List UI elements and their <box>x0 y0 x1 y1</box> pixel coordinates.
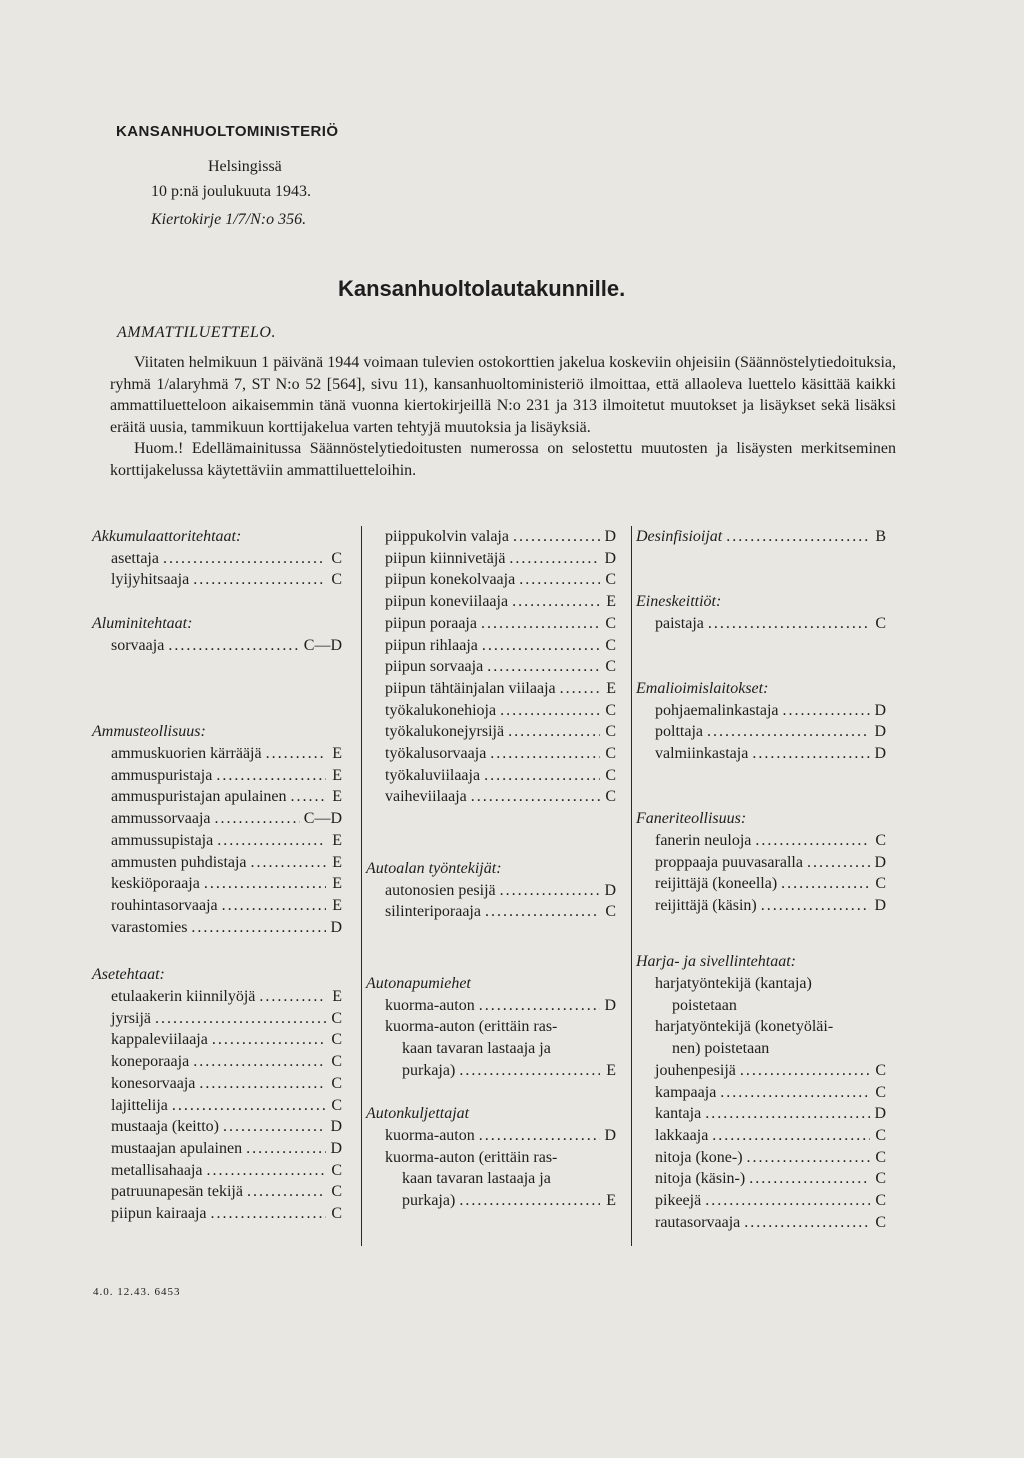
circular-number: Kiertokirje 1/7/N:o 356. <box>151 211 307 228</box>
body-text <box>110 352 896 482</box>
leader-dots <box>163 548 326 570</box>
occupation-name: polttaja <box>655 723 703 741</box>
occupation-name: purkaja) <box>402 1061 456 1079</box>
occupation-entry <box>366 700 616 722</box>
category-heading: Autonkuljettajat <box>366 1105 470 1123</box>
card-group-code: E <box>332 788 342 806</box>
card-group-code: D <box>330 1118 342 1136</box>
leader-dots <box>807 852 870 874</box>
occupation-entry <box>636 700 886 722</box>
occupation-name: ammuspuristaja <box>111 766 213 784</box>
occupation-entry <box>92 830 342 852</box>
place-line: Helsingissä <box>208 158 282 175</box>
leader-dots <box>512 591 600 613</box>
occupation-entry <box>636 743 886 765</box>
leader-dots <box>247 1181 326 1203</box>
occupation-name: kuorma-auton <box>385 996 475 1014</box>
occupation-name: lajittelija <box>111 1096 168 1114</box>
occupation-name: jyrsijä <box>111 1009 151 1027</box>
leader-dots <box>560 678 600 700</box>
leader-dots <box>155 1008 326 1030</box>
leader-dots <box>471 786 600 808</box>
leader-dots <box>500 700 600 722</box>
occupation-name: koneporaaja <box>111 1053 190 1071</box>
card-group-code: C <box>875 1126 886 1144</box>
occupation-entry <box>366 721 616 743</box>
ministry-heading: KANSANHUOLTOMINISTERIÖ <box>116 123 339 140</box>
leader-dots <box>193 1051 326 1073</box>
occupation-entry <box>92 1051 342 1073</box>
occupation-name: fanerin neuloja <box>655 831 752 849</box>
leader-dots <box>783 700 870 722</box>
leader-dots <box>168 635 299 657</box>
card-group-code: C <box>875 1213 886 1231</box>
leader-dots <box>712 1125 870 1147</box>
leader-dots <box>761 895 870 917</box>
occupation-entry <box>92 1138 342 1160</box>
occupation-entry <box>366 656 616 678</box>
category-heading: Autonapumiehet <box>366 975 471 993</box>
occupation-entry <box>92 635 342 657</box>
leader-dots <box>172 1095 326 1117</box>
occupation-name: kappaleviilaaja <box>111 1031 208 1049</box>
occupation-entry <box>636 526 886 548</box>
occupation-entry <box>92 808 342 830</box>
occupation-entry <box>92 1160 342 1182</box>
occupation-name: valmiinkastaja <box>655 745 749 762</box>
occupation-name: sorvaaja <box>111 636 165 654</box>
leader-dots <box>487 656 600 678</box>
occupation-name: piipun kiinnivetäjä <box>385 549 506 567</box>
occupation-entry <box>92 569 342 591</box>
leader-dots <box>212 1029 326 1051</box>
leader-dots <box>215 808 300 830</box>
leader-dots <box>246 1138 326 1160</box>
card-group-code: E <box>606 593 616 611</box>
leader-dots <box>479 995 600 1017</box>
occupation-entry <box>92 1181 342 1203</box>
leader-dots <box>193 569 326 591</box>
occupation-name: reijittäjä (koneella) <box>655 875 778 893</box>
occupation-name: nitoja (käsin-) <box>655 1170 746 1188</box>
occupation-name: keskiöporaaja <box>111 875 200 893</box>
occupation-entry <box>366 526 616 548</box>
occupation-name: rautasorvaaja <box>655 1213 741 1231</box>
column-divider-2 <box>631 526 632 1246</box>
leader-dots <box>223 1116 326 1138</box>
occupation-entry <box>92 1203 342 1225</box>
card-group-code: C <box>331 1183 342 1201</box>
occupation-name: varastomies <box>111 918 188 936</box>
category-heading: Akkumulaattoritehtaat: <box>92 528 242 545</box>
occupation-name: vaiheviilaaja <box>385 788 467 806</box>
occupation-entry <box>92 1008 342 1030</box>
leader-dots <box>705 1190 870 1212</box>
leader-dots <box>490 743 600 765</box>
leader-dots <box>744 1212 870 1234</box>
leader-dots <box>251 852 326 874</box>
occupation-name: kuorma-auton <box>385 1126 475 1144</box>
leader-dots <box>708 613 870 635</box>
card-group-code: E <box>606 679 616 697</box>
occupation-name: lakkaaja <box>655 1126 709 1144</box>
occupation-name: pohjaemalinkastaja <box>655 701 779 719</box>
card-group-code: D <box>874 1105 886 1123</box>
leader-dots <box>459 1060 600 1082</box>
occupation-name: jouhenpesijä <box>655 1061 736 1079</box>
occupation-name: ammusten puhdistaja <box>111 853 247 871</box>
occupation-entry <box>366 880 616 902</box>
card-group-code: C <box>875 1170 886 1188</box>
leader-dots <box>740 1060 870 1082</box>
occupation-entry <box>92 548 342 570</box>
occupation-entry <box>366 613 616 635</box>
card-group-code: C <box>605 745 616 762</box>
card-group-code: E <box>606 1192 616 1210</box>
card-group-code: C <box>605 723 616 741</box>
occupation-entry <box>92 986 342 1008</box>
leader-dots <box>479 1125 600 1147</box>
occupation-name: konesorvaaja <box>111 1074 196 1092</box>
leader-dots <box>707 721 870 743</box>
occupation-entry <box>636 721 886 743</box>
card-group-code: D <box>874 896 886 914</box>
leader-dots <box>291 786 326 808</box>
card-group-code: C <box>331 1161 342 1179</box>
card-group-code: C <box>331 549 342 567</box>
card-group-code: C <box>875 1192 886 1210</box>
occupation-entry <box>366 995 616 1017</box>
occupation-name: piipun sorvaaja <box>385 658 484 676</box>
occupation-entry <box>366 678 616 700</box>
leader-dots <box>726 526 870 548</box>
occupation-name: piipun konekolvaaja <box>385 571 516 589</box>
card-group-code: E <box>332 831 342 849</box>
occupation-entry <box>366 743 616 765</box>
date-line: 10 p:nä joulukuuta 1943. <box>151 183 311 200</box>
card-group-code: C <box>605 766 616 784</box>
body-paragraph-1: Viitaten helmikuun 1 päivänä 1944 voimaan tulevien ostokorttien jakelua koskeviin ohjeisiin (Säännöstelytiedoituksia, ryhmä 1/alaryhmä 7, ST N:o 52 [564], sivu 11), kansanhuoltoministeriö ilmoittaa, että allaoleva luettelo käsittää kaikki ammattiluetteloon aikaisemmin tänä vuonna kiertokirjeillä N:o 231 ja 313 ilmoitetut muutokset ja lisäykset sekä lisäksi eräitä uusia, tammikuun korttijakelua varten tehtyjä muutoksia ja lisäyksiä. <box>110 354 896 436</box>
card-group-code: E <box>606 1061 616 1079</box>
occupation-entry <box>92 765 342 787</box>
card-group-code: E <box>332 875 342 893</box>
occupation-entry <box>366 901 616 923</box>
occupation-name: piipun poraaja <box>385 614 477 632</box>
card-group-code: D <box>330 918 342 936</box>
occupation-entry <box>636 830 886 852</box>
leader-dots <box>519 569 600 591</box>
card-group-code: E <box>332 766 342 784</box>
category-heading: Faneriteollisuus: <box>636 810 747 828</box>
leader-dots <box>266 743 326 765</box>
card-group-code: E <box>332 988 342 1006</box>
occupation-name: työkalukonehiojа <box>385 701 497 719</box>
card-group-code: C <box>875 1083 886 1101</box>
leader-dots <box>513 526 600 548</box>
card-group-code: C <box>605 903 616 921</box>
occupation-name: mustaaja (keitto) <box>111 1118 219 1136</box>
occupation-name: mustaajan apulainen <box>111 1139 243 1157</box>
occupation-name: piipun rihlaaja <box>385 636 478 654</box>
occupation-entry <box>636 873 886 895</box>
occupation-name: työkalusorvaaja <box>385 745 487 762</box>
occupation-entry <box>636 1212 886 1234</box>
leader-dots <box>781 873 870 895</box>
card-group-code: C <box>875 875 886 893</box>
occupation-entry <box>366 765 616 787</box>
card-group-code: D <box>604 549 616 567</box>
occupation-entry <box>636 895 886 917</box>
occupation-entry <box>92 1116 342 1138</box>
occupation-entry <box>366 548 616 570</box>
addressee-heading: Kansanhuoltolautakunnille. <box>338 276 626 301</box>
occupation-entry <box>92 1073 342 1095</box>
occupation-entry <box>366 635 616 657</box>
occupation-entry <box>92 873 342 895</box>
category-heading: Harja- ja sivellintehtaat: <box>636 953 796 971</box>
occupation-text-line: kuorma-auton (erittäin ras- <box>385 1018 558 1036</box>
occupation-entry <box>366 1060 616 1082</box>
occupation-name: työkaluviilaaja <box>385 766 481 784</box>
card-group-code: D <box>604 996 616 1014</box>
occupation-name: autonosien pesijä <box>385 881 496 899</box>
occupation-entry <box>636 1168 886 1190</box>
category-heading: Autoalan työntekijät: <box>366 860 502 877</box>
occupation-name: purkaja) <box>402 1192 456 1210</box>
occupation-name: patruunapesän tekijä <box>111 1183 243 1201</box>
occupation-name: piippukolvin valaja <box>385 528 509 545</box>
leader-dots <box>211 1203 326 1225</box>
card-group-code: D <box>874 853 886 871</box>
occupation-name: ammussorvaaja <box>111 810 211 828</box>
occupation-text-line: kuorma-auton (erittäin ras- <box>385 1148 558 1166</box>
occupation-name: paistaja <box>655 614 704 632</box>
leader-dots <box>509 548 600 570</box>
leader-dots <box>459 1190 600 1212</box>
category-heading: Aluminitehtaat: <box>92 614 193 632</box>
occupation-entry <box>636 1060 886 1082</box>
occupation-entry <box>92 1095 342 1117</box>
card-group-code: D <box>874 723 886 741</box>
leader-dots <box>705 1103 870 1125</box>
card-group-code: C <box>331 1205 342 1223</box>
occupation-name: reijittäjä (käsin) <box>655 896 757 914</box>
occupation-entry <box>366 569 616 591</box>
leader-dots <box>216 765 326 787</box>
card-group-code: D <box>330 1139 342 1157</box>
leader-dots <box>217 830 326 852</box>
occupation-name: kantaja <box>655 1105 702 1123</box>
card-group-code: C <box>875 831 886 849</box>
occupation-entry <box>92 917 342 939</box>
occupation-name: Desinfisioijat <box>636 528 723 545</box>
card-group-code: B <box>875 528 886 545</box>
card-group-code: C <box>605 636 616 654</box>
occupation-entry <box>92 786 342 808</box>
leader-dots <box>482 635 600 657</box>
occupation-name: rouhintasorvaaja <box>111 896 218 914</box>
leader-dots <box>484 765 600 787</box>
leader-dots <box>720 1082 870 1104</box>
occupation-text-line: harjatyöntekijä (konetyöläi- <box>655 1018 834 1036</box>
card-group-code: C <box>331 1096 342 1114</box>
card-group-code: D <box>874 745 886 762</box>
occupation-entry <box>92 895 342 917</box>
leader-dots <box>204 873 326 895</box>
leader-dots <box>747 1147 870 1169</box>
occupation-entry <box>92 1029 342 1051</box>
card-group-code: C <box>605 788 616 806</box>
leader-dots <box>259 986 326 1008</box>
occupation-name: etulaakerin kiinnilyöjä <box>111 988 256 1006</box>
leader-dots <box>755 830 870 852</box>
card-group-code: D <box>604 1126 616 1144</box>
occupation-name: työkalukonejyrsijä <box>385 723 505 741</box>
occupation-name: piipun kairaaja <box>111 1205 207 1223</box>
leader-dots <box>485 901 600 923</box>
category-heading: Eineskeittiöt: <box>636 593 722 611</box>
card-group-code: C <box>331 571 342 589</box>
card-group-code: E <box>332 745 342 762</box>
occupation-entry <box>636 1190 886 1212</box>
card-group-code: C <box>605 571 616 589</box>
category-heading: Asetehtaat: <box>92 966 165 984</box>
occupation-name: metallisahaaja <box>111 1161 203 1179</box>
occupation-entry <box>636 1147 886 1169</box>
card-group-code: E <box>332 896 342 914</box>
card-group-code: C <box>605 701 616 719</box>
occupation-entry <box>366 786 616 808</box>
occupation-name: nitoja (kone-) <box>655 1148 743 1166</box>
occupation-text-line: kaan tavaran lastaaja ja <box>402 1040 551 1058</box>
occupation-name: ammuskuorien kärrääjä <box>111 745 262 762</box>
card-group-code: E <box>332 853 342 871</box>
occupation-name: piipun koneviilaaja <box>385 593 509 611</box>
occupation-entry <box>636 1082 886 1104</box>
card-group-code: C <box>605 614 616 632</box>
leader-dots <box>752 743 870 765</box>
occupation-entry <box>636 613 886 635</box>
card-group-code: C <box>331 1053 342 1071</box>
print-code: 4.0. 12.43. 6453 <box>93 1286 181 1298</box>
leader-dots <box>199 1073 326 1095</box>
occupation-name: proppaaja puuvasaralla <box>655 853 803 871</box>
card-group-code: D <box>604 881 616 899</box>
occupation-name: piipun tähtäinjalan viilaaja <box>385 679 556 697</box>
occupation-entry <box>636 1103 886 1125</box>
subject-heading: AMMATTILUETTELO. <box>117 324 276 341</box>
leader-dots <box>749 1168 870 1190</box>
card-group-code: C <box>331 1031 342 1049</box>
body-paragraph-2: Huom.! Edellämainitussa Säännöstelytiedoitusten numerossa on selostettu muutosten ja lisäysten merkitseminen korttijakelussa käytettäviin ammattiluetteloihin. <box>110 440 896 479</box>
occupation-entry <box>636 1125 886 1147</box>
occupation-name: asettaja <box>111 549 159 567</box>
occupation-name: ammussupistaja <box>111 831 214 849</box>
card-group-code: C <box>331 1074 342 1092</box>
leader-dots <box>222 895 326 917</box>
card-group-code: C <box>875 1148 886 1166</box>
card-group-code: C—D <box>303 810 342 828</box>
card-group-code: C <box>605 658 616 676</box>
card-group-code: C <box>875 1061 886 1079</box>
leader-dots <box>508 721 600 743</box>
occupation-name: pikeejä <box>655 1192 702 1210</box>
category-heading: Emalioimislaitokset: <box>636 679 769 697</box>
occupation-entry <box>366 1190 616 1212</box>
occupation-entry <box>366 1125 616 1147</box>
card-group-code: D <box>874 701 886 719</box>
leader-dots <box>207 1160 326 1182</box>
occupation-entry <box>92 852 342 874</box>
occupation-text-line: nen) poistetaan <box>672 1040 770 1058</box>
occupation-text-line: harjatyöntekijä (kantaja) <box>655 975 812 993</box>
card-group-code: C <box>875 614 886 632</box>
occupation-entry <box>92 743 342 765</box>
column-divider-1 <box>361 526 362 1246</box>
occupation-name: ammuspuristajan apulainen <box>111 788 287 806</box>
occupation-entry <box>636 852 886 874</box>
leader-dots <box>481 613 600 635</box>
card-group-code: C—D <box>303 636 342 654</box>
occupation-text-line: poistetaan <box>672 996 737 1014</box>
occupation-entry <box>366 591 616 613</box>
leader-dots <box>191 917 326 939</box>
leader-dots <box>500 880 600 902</box>
card-group-code: C <box>331 1009 342 1027</box>
occupation-name: lyijyhitsaaja <box>111 571 190 589</box>
occupation-name: kampaaja <box>655 1083 717 1101</box>
occupation-text-line: kaan tavaran lastaaja ja <box>402 1170 551 1188</box>
occupation-name: silinteriporaaja <box>385 903 481 921</box>
category-heading: Ammusteollisuus: <box>92 723 206 741</box>
card-group-code: D <box>604 528 616 545</box>
